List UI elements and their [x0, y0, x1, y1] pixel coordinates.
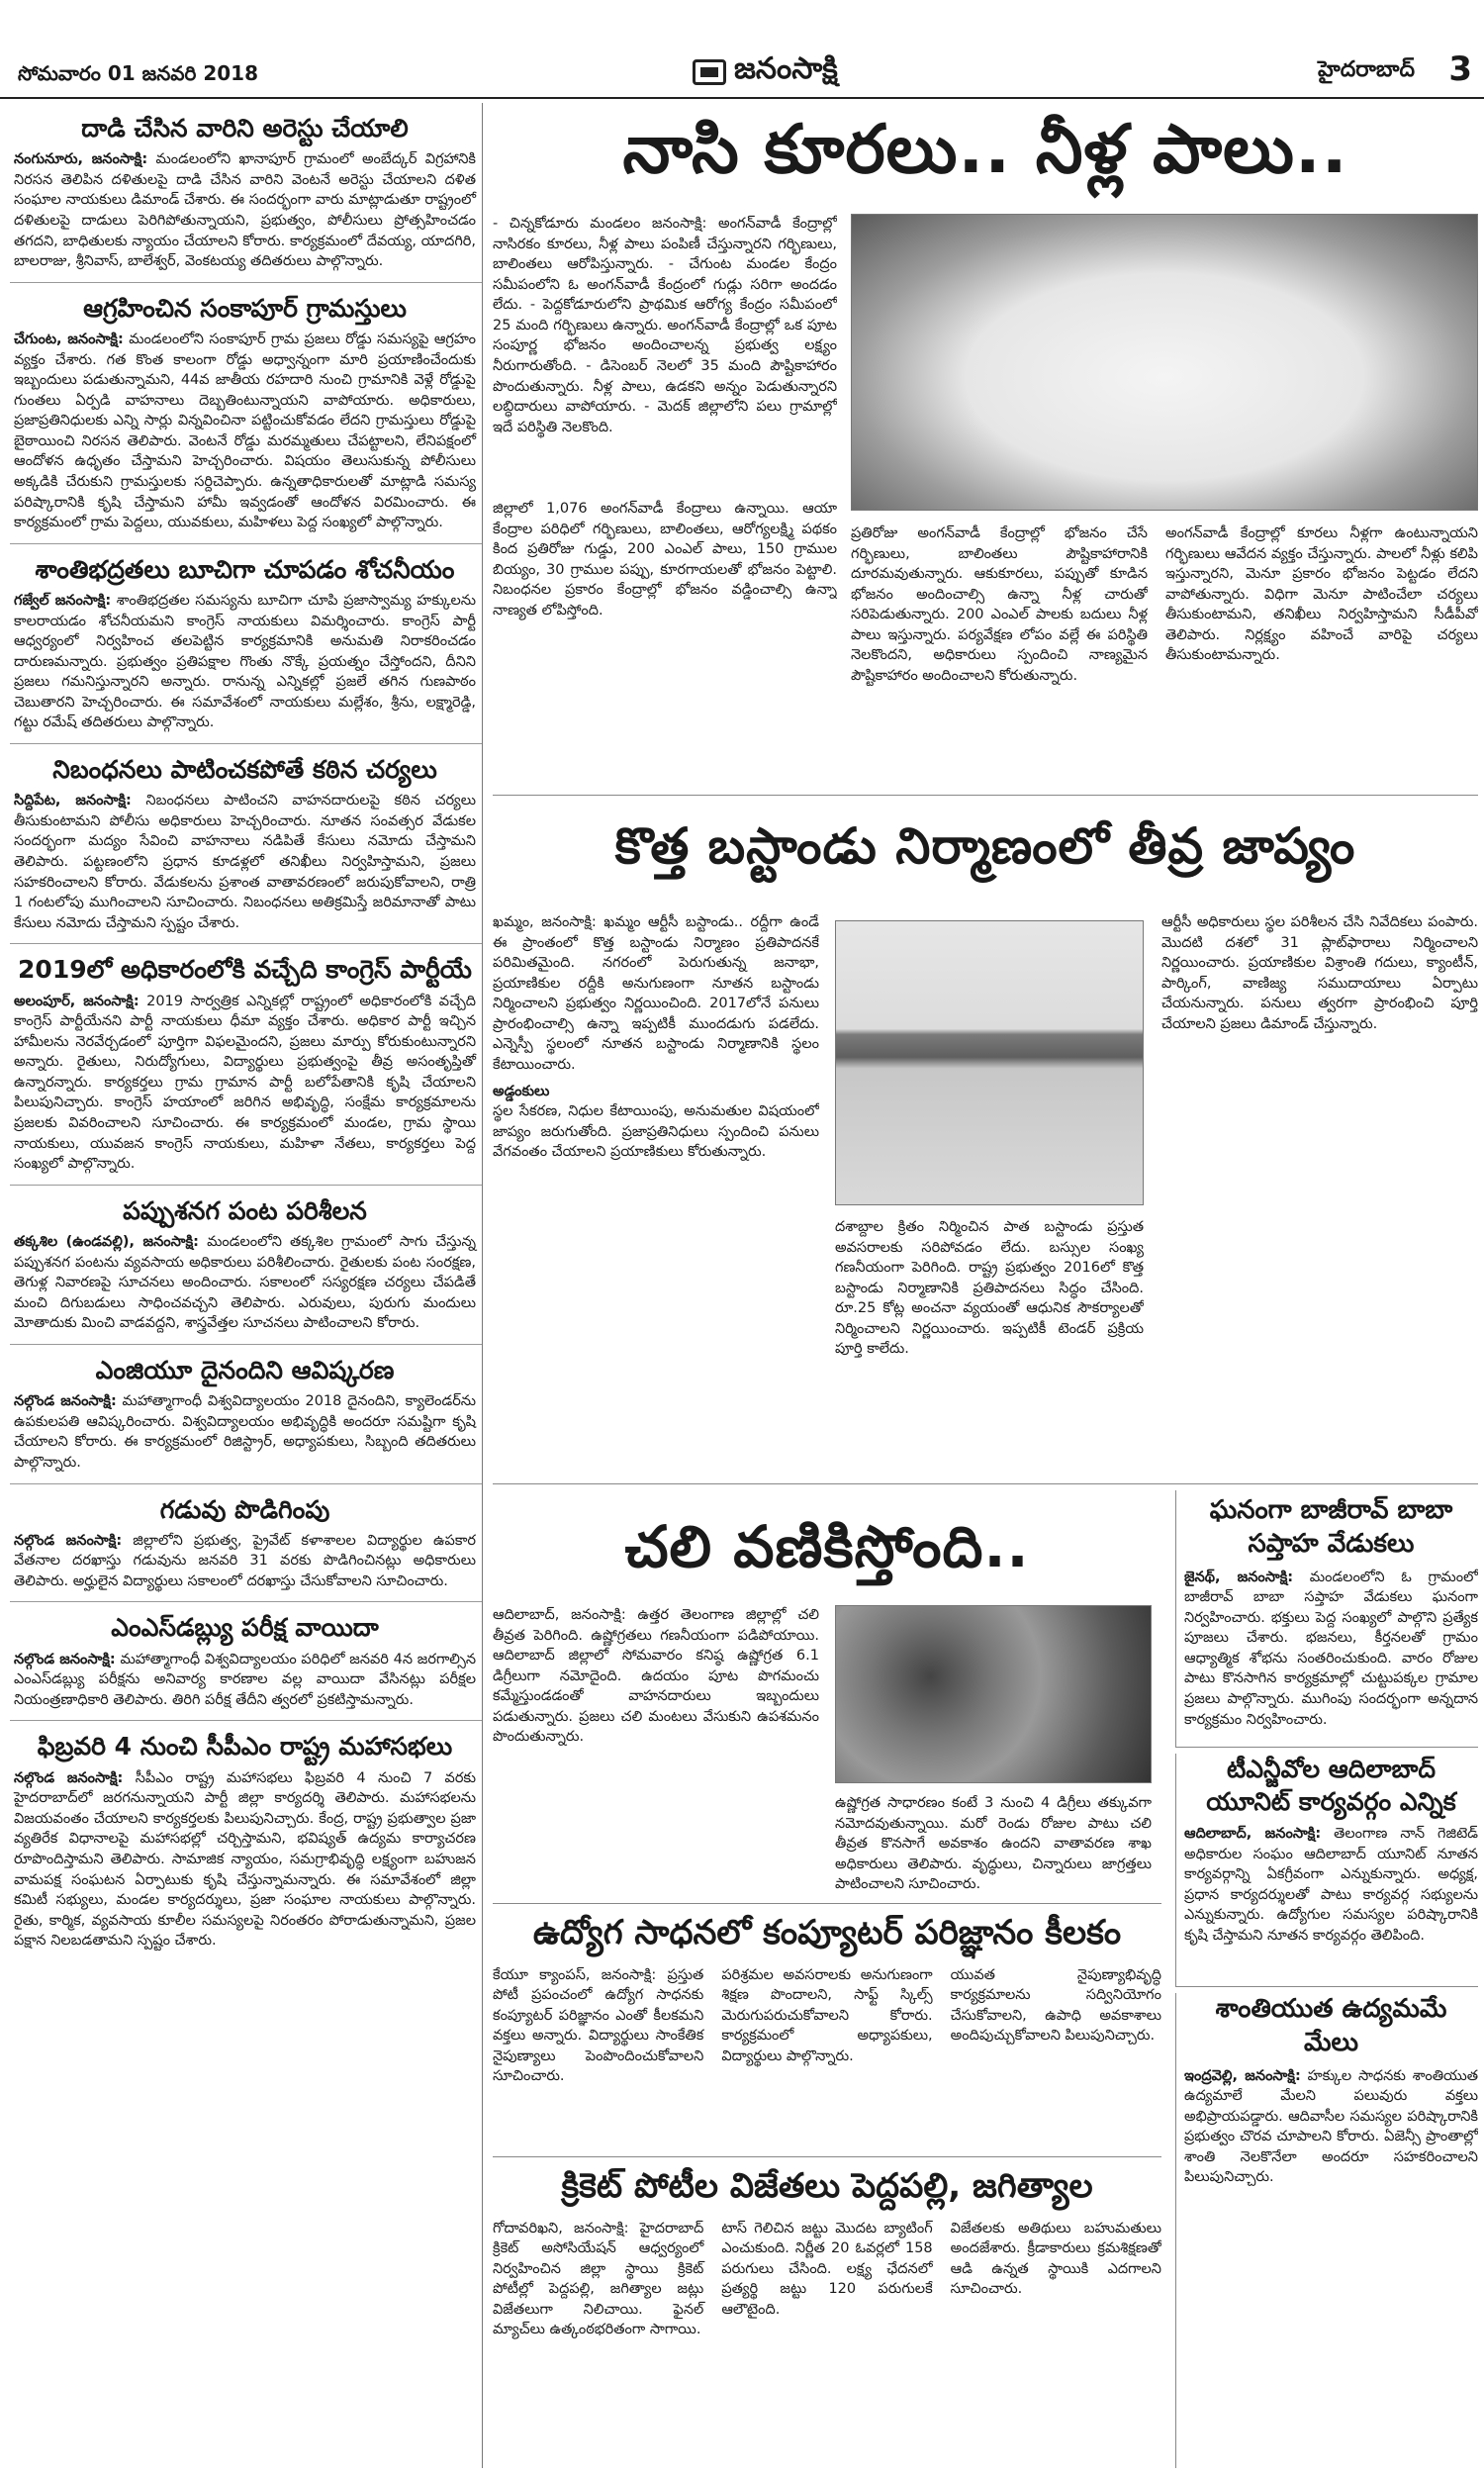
story-peace — [1175, 1993, 1478, 2468]
main-news-area — [493, 103, 1478, 2468]
article-text: మహాత్మాగాంధీ విశ్వవిద్యాలయం పరిధిలో జనవరి 4న జరగాల్సిన ఎంఎస్‌డబ్ల్యు పరీక్షను అనివార్య కారణాల వల్ల వాయిదా వేసినట్లు పరీక్షల నియంత్రణాధికారి తెలిపారు. తిరిగి పరీక్ష తేదీని త్వరలో ప్రకటిస్తామన్నారు. — [14, 1651, 477, 1708]
article-body — [14, 1650, 476, 1711]
newspaper-name: జనంసాక్షి — [734, 51, 838, 86]
article-dateline: చేగుంట, జనంసాక్షి: — [14, 331, 124, 347]
story-column: ఆర్టీసీ అధికారులు స్థల పరిశీలన చేసి నివేదికలు పంపారు. మొదటి దశలో 31 ప్లాట్‌ఫారాలు నిర్మించాలని నిర్ణయించారు. ప్రయాణికుల విశ్రాంతి గదులు, క్యాంటీన్, పార్కింగ్, వాణిజ్య సముదాయాలు ఏర్పాటు చేయనున్నారు. పనులు త్వరగా ప్రారంభించి పూర్తి చేయాలని ప్రజలు డిమాండ్ చేస్తున్నారు. — [1161, 914, 1478, 1032]
story-cricket — [493, 2163, 1161, 2468]
article-dateline: గజ్వేల్ జనంసాక్షి: — [14, 593, 112, 609]
article-law-order — [10, 544, 482, 744]
story-headline: చలి వణికిస్తోంది.. — [624, 1513, 1030, 1580]
story-column: పరిశ్రమల అవసరాలకు అనుగుణంగా శిక్షణ పొందాలని, సాఫ్ట్ స్కిల్స్ మెరుగుపరుచుకోవాలని కోరారు. కార్యక్రమంలో అధ్యాపకులు, విద్యార్థులు పాల్గొన్నారు. — [721, 1966, 933, 2064]
story-columns — [493, 1965, 1161, 2087]
story-column: ఆదిలాబాద్, జనంసాక్షి: ఉత్తర తెలంగాణ జిల్లాల్లో చలి తీవ్రత పెరిగింది. ఉష్ణోగ్రతలు గణనీయంగా పడిపోయాయి. ఆదిలాబాద్ జిల్లాలో సోమవారం కనిష్ఠ ఉష్ణోగ్రత 6.1 డిగ్రీలుగా నమోదైంది. ఉదయం పూట పొగమంచు కమ్మేస్తుండడంతో వాహనదారులు ఇబ్బందులు పడుతున్నారు. ప్రజలు చలి మంటలు వేసుకుని ఉపశమనం పొందుతున్నారు. — [493, 1607, 819, 1746]
story-column: ప్రతిరోజు అంగన్‌వాడీ కేంద్రాల్లో భోజనం చేసే గర్భిణులు, బాలింతలు పౌష్టికాహారానికి దూరమవుతున్నారు. ఆకుకూరలు, పప్పుతో కూడిన భోజనం అందించాల్సి ఉన్నా నీళ్ల చారుతో సరిపెడుతున్నారు. 200 ఎంఎల్ పాలకు బదులు నీళ్ల పాలు ఇస్తున్నారు. పర్యవేక్షణ లోపం వల్లే ఈ పరిస్థితి నెలకొందని, అధికారులు స్పందించి నాణ్యమైన పౌష్టికాహారం అందించాలని కోరుతున్నారు. — [851, 525, 1148, 685]
story-column: అంగన్‌వాడీ కేంద్రాల్లో కూరలు నీళ్లగా ఉంటున్నాయని గర్భిణులు ఆవేదన వ్యక్తం చేస్తున్నారు. పాలలో నీళ్లు కలిపి ఇస్తున్నారని, మెనూ ప్రకారం భోజనం పెట్టడం లేదని వాపోతున్నారు. విధిగా మెనూ పాటించేలా చర్యలు తీసుకుంటామని, తనిఖీలు నిర్వహిస్తామని సీడీపీవో తెలిపారు. నిర్లక్ష్యం వహించే వారిపై చర్యలు తీసుకుంటామన్నారు. — [1165, 525, 1478, 664]
story-text: ఖమ్మం, జనంసాక్షి: ఖమ్మం ఆర్టీసీ బస్టాండు.. రద్దీగా ఉండే ఈ ప్రాంతంలో కొత్త బస్టాండు నిర్మాణం ప్రతిపాదనకే పరిమితమైంది. నగరంలో పెరుగుతున్న జనాభా, ప్రయాణికుల రద్దీకి అనుగుణంగా నూతన బస్టాండు నిర్మించాలని ప్రభుత్వం నిర్ణయించింది. 2017లోనే పనులు ప్రారంభించాల్సి ఉన్నా ఇప్పటికీ ముందడుగు పడలేదు. ఎన్నెస్పీ స్థలంలో నూతన బస్టాండు నిర్మాణానికి స్థలం కేటాయించారు. — [493, 914, 819, 1074]
story-tngos — [1175, 1754, 1478, 1987]
story-headline: క్రికెట్ పోటీల విజేతలు పెద్దపల్లి, జగిత్యాల — [561, 2166, 1093, 2206]
article-body — [14, 1531, 476, 1592]
food-photo — [851, 214, 1478, 511]
edition-city: హైదరాబాద్ — [1318, 57, 1415, 82]
page-number: 3 — [1448, 49, 1472, 89]
article-dateline: అలంపూర్, జనంసాక్షి: — [14, 993, 139, 1009]
article-dateline: నల్గొండ జనంసాక్షి: — [14, 1393, 117, 1410]
article-text: జిల్లాలోని ప్రభుత్వ, ప్రైవేట్ కళాశాలల విద్యార్థుల ఉపకార వేతనాల దరఖాస్తు గడువును జనవరి 31 వరకు పొడిగించినట్లు అధికారులు తెలిపారు. అర్హులైన విద్యార్థులు సకాలంలో దరఖాస్తు చేసుకోవాలని సూచించారు. — [14, 1532, 476, 1589]
story-computer-skills — [493, 1910, 1161, 2157]
article-body — [14, 791, 476, 933]
article-dateline: నల్గొండ జనంసాక్షి: — [14, 1769, 124, 1786]
article-text: శాంతిభద్రతల సమస్యను బూచిగా చూపి ప్రజాస్వామ్య హక్కులను కాలరాయడం శోచనీయమని కాంగ్రెస్ నాయకులు విమర్శించారు. కాంగ్రెస్ పార్టీ ఆధ్వర్యంలో నిర్వహించ తలపెట్టిన కార్యక్రమానికి అనుమతి నిరాకరించడం దారుణమన్నారు. ప్రభుత్వం ప్రతిపక్షాల గొంతు నొక్కే ప్రయత్నం చేస్తోందని, దీనిని ప్రజలు గమనిస్తున్నారని అన్నారు. రానున్న ఎన్నికల్లో ప్రజలే తగిన గుణపాఠం చెబుతారని హెచ్చరించారు. ఈ సమావేశంలో నాయకులు మల్లేశం, శ్రీను, లక్ష్మారెడ్డి, గట్టు రమేష్ తదితరులు పాల్గొన్నారు. — [14, 593, 476, 731]
story-baba-festival — [1175, 1490, 1478, 1748]
article-deadline — [10, 1484, 482, 1603]
article-text: మండలంలోని తక్కశిల గ్రామంలో సాగు చేస్తున్న పప్పుశనగ పంటను వ్యవసాయ అధికారులు పరిశీలించారు. రైతులకు పంట సంరక్షణ, తెగుళ్ల నివారణపై సూచనలు అందించారు. సకాలంలో సస్యరక్షణ చర్యలు చేపడితే మంచి దిగుబడులు సాధించవచ్చని తెలిపారు. ఎరువులు, పురుగు మందులు మోతాదుకు మించి వాడవద్దని, శాస్త్రవేత్తల సూచనలు పాటించాలని కోరారు. — [14, 1234, 476, 1332]
story-headline: టీఎన్జీవోల ఆదిలాబాద్ యూనిట్ కార్యవర్గం ఎన్నిక — [1206, 1755, 1456, 1816]
story-text: స్థల సేకరణ, నిధుల కేటాయింపు, అనుమతుల విషయంలో జాప్యం జరుగుతోంది. ప్రజాప్రతినిధులు స్పందించి పనులు వేగవంతం చేయాలని ప్రయాణికులు కోరుతున్నారు. — [493, 1103, 819, 1161]
article-dateline: నల్గొండ జనంసాక్షి: — [14, 1651, 116, 1667]
story-subheading: అడ్డంకులు — [493, 1083, 550, 1099]
article-congress-2019 — [10, 944, 482, 1185]
masthead — [0, 0, 1484, 99]
story-dateline: ఆదిలాబాద్, జనంసాక్షి: — [1184, 1826, 1322, 1842]
story-column: - చిన్నకోడూరు మండలం జనంసాక్షి: అంగన్‌వాడీ కేంద్రాల్లో నాసిరకం కూరలు, నీళ్ల పాలు పంపిణీ చేస్తున్నారని గర్భిణులు, బాలింతలు ఆరోపిస్తున్నారు. - చేగుంట మండల కేంద్రం సమీపంలోని ఓ అంగన్‌వాడీ కేంద్రంలో గుడ్లు సరిగా అందడం లేదు. - పెద్దకోడూరులోని ప్రాథమిక ఆరోగ్య కేంద్రం సమీపంలో 25 మంది గర్భిణులు ఉన్నారు. అంగన్‌వాడీ కేంద్రాల్లో ఒక పూట సంపూర్ణ భోజనం అందించాలన్న ప్రభుత్వ లక్ష్యం నీరుగారుతోంది. - డిసెంబర్ నెలలో 35 మంది పౌష్టికాహారం పొందుతున్నారు. నీళ్ల పాలు, ఉడకని అన్నం పెడుతున్నారని లబ్ధిదారులు వాపోయారు. - మెదక్ జిల్లాలోని పలు గ్రామాల్లో ఇదే పరిస్థితి నెలకొంది. — [493, 216, 837, 435]
article-text: మండలంలోని ఖానాపూర్ గ్రామంలో అంబేద్కర్ విగ్రహానికి నిరసన తెలిపిన దళితులపై దాడి చేసిన వారిని వెంటనే అరెస్టు చేయాలని దళిత సంఘాల నాయకులు డిమాండ్ చేశారు. ఈ సందర్భంగా వారు మాట్లాడుతూ రాష్ట్రంలో దళితులపై దాడులు పెరిగిపోతున్నాయని, ప్రభుత్వం, పోలీసులు ప్రోత్సహించడం తగదని, బాధితులకు న్యాయం చేయాలని కోరారు. కార్యక్రమంలో దేవయ్య, యాదగిరి, బాలరాజు, శ్రీనివాస్, బాలేశ్వర్, వెంకటయ్య తదితరులు పాల్గొన్నారు. — [14, 151, 476, 270]
article-headline: నిబంధనలు పాటించకపోతే కఠిన చర్యలు — [52, 755, 437, 785]
story-headline: ఉద్యోగ సాధనలో కంప్యూటర్ పరిజ్ఞానం కీలకం — [532, 1913, 1122, 1952]
article-headline: ఎంఎస్‌డబ్ల్యు పరీక్ష వాయిదా — [111, 1613, 379, 1643]
article-text: 2019 సార్వత్రిక ఎన్నికల్లో రాష్ట్రంలో అధికారంలోకి వచ్చేది కాంగ్రెస్ పార్టీయేనని పార్టీ నాయకులు ధీమా వ్యక్తం చేశారు. అధికార పార్టీ ఇచ్చిన హామీలను నెరవేర్చడంలో పూర్తిగా విఫలమైందని, ప్రజలు మార్పు కోరుకుంటున్నారని అన్నారు. రైతులు, నిరుద్యోగులు, విద్యార్థులు ప్రభుత్వంపై తీవ్ర అసంతృప్తితో ఉన్నారన్నారు. కార్యకర్తలు గ్రామ గ్రామాన పార్టీ బలోపేతానికి కృషి చేయాలని పిలుపునిచ్చారు. కాంగ్రెస్ హయాంలో జరిగిన అభివృద్ధి, సంక్షేమ కార్యక్రమాలను ప్రజలకు వివరించాలని సూచించారు. ఈ కార్యక్రమంలో మండల, గ్రామ స్థాయి నాయకులు, యువజన కాంగ్రెస్ నాయకులు, మహిళా నేతలు, కార్యకర్తలు పెద్ద సంఖ్యలో పాల్గొన్నారు. — [14, 993, 476, 1173]
article-body — [14, 1232, 476, 1334]
story-headline: నాసి కూరలు.. నీళ్ల పాలు.. — [622, 111, 1348, 189]
story-column: జిల్లాలో 1,076 అంగన్‌వాడీ కేంద్రాలు ఉన్నాయి. ఆయా కేంద్రాల పరిధిలో గర్భిణులు, బాలింతలు, ఆరోగ్యలక్ష్మి పథకం కింద ప్రతిరోజు గుడ్డు, 200 ఎంఎల్ పాలు, 150 గ్రాముల బియ్యం, 30 గ్రాముల పప్పు, కూరగాయలతో భోజనం పెట్టాలి. నిబంధనల ప్రకారం కేంద్రాల్లో భోజనం వడ్డించాల్సి ఉన్నా నాణ్యత లోపిస్తోంది. — [493, 501, 837, 619]
article-body — [14, 1768, 476, 1951]
cold-wave-photo — [835, 1605, 1152, 1783]
article-headline: ఎంజియూ దైనందిని ఆవిష్కరణ — [95, 1355, 395, 1384]
story-column: కేయూ క్యాంపస్, జనంసాక్షి: ప్రస్తుత పోటీ ప్రపంచంలో ఉద్యోగ సాధనకు కంప్యూటర్ పరిజ్ఞానం ఎంతో కీలకమని వక్తలు అన్నారు. విద్యార్థులు సాంకేతిక నైపుణ్యాలు పెంపొందించుకోవాలని సూచించారు. — [493, 1966, 704, 2085]
article-headline: దాడి చేసిన వారిని అరెస్టు చేయాలి — [81, 114, 409, 143]
article-body — [14, 992, 476, 1175]
article-sankapur — [10, 283, 482, 544]
story-column: గోదావరిఖని, జనంసాక్షి: హైదరాబాద్ క్రికెట్ అసోసియేషన్ ఆధ్వర్యంలో నిర్వహించిన జిల్లా స్థాయి క్రికెట్ పోటీల్లో పెద్దపల్లి, జగిత్యాల జట్లు విజేతలుగా నిలిచాయి. ఫైనల్ మ్యాచ్‌లు ఉత్కంఠభరితంగా సాగాయి. — [493, 2220, 704, 2338]
story-bus-stand — [493, 802, 1478, 1484]
article-headline: శాంతిభద్రతలు బూచిగా చూపడం శోచనీయం — [35, 554, 455, 584]
story-column: యువత నైపుణ్యాభివృద్ధి కార్యక్రమాలను సద్వినియోగం చేసుకోవాలని, ఉపాధి అవకాశాలు అందిపుచ్చుకోవాలని పిలుపునిచ్చారు. — [950, 1966, 1161, 2045]
story-column: టాస్ గెలిచిన జట్టు మొదట బ్యాటింగ్ ఎంచుకుంది. నిర్ణీత 20 ఓవర్లలో 158 పరుగులు చేసింది. లక్ష్య ఛేదనలో ప్రత్యర్థి జట్టు 120 పరుగులకే ఆలౌటైంది. — [721, 2220, 933, 2318]
story-food — [493, 103, 1478, 796]
article-headline: ఆగ్రహించిన సంకాపూర్ గ్రామస్తులు — [83, 293, 407, 323]
article-mgu-diary — [10, 1345, 482, 1484]
newspaper-brand — [693, 51, 838, 93]
issue-date: సోమవారం 01 జనవరి 2018 — [18, 61, 258, 85]
story-columns — [493, 2219, 1161, 2340]
article-dateline: సిద్దిపేట, జనంసాక్షి: — [14, 793, 132, 809]
left-news-column — [10, 103, 483, 2468]
story-body — [1184, 2066, 1478, 2188]
story-body — [1184, 1824, 1478, 1946]
article-crop-inspection — [10, 1186, 482, 1345]
story-headline: ఘనంగా బాజీరావ్ బాబా సప్తాహ వేడుకలు — [1209, 1495, 1453, 1559]
article-headline: పప్పుశనగ పంట పరిశీలన — [123, 1195, 367, 1225]
story-column: దశాబ్దాల క్రితం నిర్మించిన పాత బస్టాండు ప్రస్తుత అవసరాలకు సరిపోవడం లేదు. బస్సుల సంఖ్య గణనీయంగా పెరిగింది. రాష్ట్ర ప్రభుత్వం 2016లో కొత్త బస్టాండు నిర్మాణానికి ప్రతిపాదనలు సిద్ధం చేసింది. రూ.25 కోట్ల అంచనా వ్యయంతో ఆధునిక సౌకర్యాలతో నిర్మించాలని నిర్ణయించారు. ఇప్పటికీ టెండర్ ప్రక్రియ పూర్తి కాలేదు. — [835, 1219, 1144, 1358]
story-dateline: ఇంద్రవెల్లి, జనంసాక్షి: — [1184, 2067, 1301, 2084]
story-body — [1184, 1568, 1478, 1731]
article-msw-exam — [10, 1602, 482, 1721]
article-text: మండలంలోని సంకాపూర్ గ్రామ ప్రజలు రోడ్డు సమస్యపై ఆగ్రహం వ్యక్తం చేశారు. గత కొంత కాలంగా రోడ్డు అధ్వాన్నంగా మారి ప్రయాణించేందుకు ఇబ్బందులు పడుతున్నామని, 44వ జాతీయ రహదారి నుంచి గ్రామానికి వెళ్లే రోడ్డుపై గుంతలు ఏర్పడి వాహనాలు దెబ్బతింటున్నాయని వాపోయారు. అధికారులు, ప్రజాప్రతినిధులకు ఎన్ని సార్లు విన్నవించినా పట్టించుకోవడం లేదని గ్రామస్తులు రోడ్డుపై బైఠాయించి నిరసన తెలిపారు. వెంటనే రోడ్డు మరమ్మతులు చేపట్టాలని, లేనిపక్షంలో ఆందోళన ఉధృతం చేస్తామని హెచ్చరించారు. విషయం తెలుసుకున్న పోలీసులు అక్కడికి చేరుకుని గ్రామస్తులకు సర్దిచెప్పారు. ఉన్నతాధికారులతో మాట్లాడి సమస్య పరిష్కారానికి కృషి చేస్తామని హామీ ఇవ్వడంతో ఆందోళన విరమించారు. ఈ కార్యక్రమంలో గ్రామ పెద్దలు, యువకులు, మహిళలు పెద్ద సంఖ్యలో పాల్గొన్నారు. — [14, 331, 477, 531]
story-text: హక్కుల సాధనకు శాంతియుత ఉద్యమాలే మేలని పలువురు వక్తలు అభిప్రాయపడ్డారు. ఆదివాసీల సమస్యల పరిష్కారానికి ప్రభుత్వం చొరవ చూపాలని కోరారు. ఏజెన్సీ ప్రాంతాల్లో శాంతి నెలకొనేలా అందరూ సహకరించాలని పిలుపునిచ్చారు. — [1184, 2067, 1478, 2186]
story-dateline: జైనథ్, జనంసాక్షి: — [1184, 1569, 1294, 1585]
story-text: మండలంలోని ఓ గ్రామంలో బాజీరావ్ బాబా సప్తాహ వేడుకలు ఘనంగా నిర్వహించారు. భక్తులు పెద్ద సంఖ్యలో పాల్గొని ప్రత్యేక పూజలు చేశారు. భజనలు, కీర్తనలతో గ్రామం ఆధ్యాత్మిక శోభను సంతరించుకుంది. వారం రోజుల పాటు కొనసాగిన కార్యక్రమాల్లో చుట్టుపక్కల గ్రామాల ప్రజలు పాల్గొన్నారు. ముగింపు సందర్భంగా అన్నదాన కార్యక్రమం నిర్వహించారు. — [1184, 1569, 1478, 1728]
article-rules — [10, 744, 482, 944]
story-column: ఉష్ణోగ్రత సాధారణం కంటే 3 నుంచి 4 డిగ్రీలు తక్కువగా నమోదవుతున్నాయి. మరో రెండు రోజుల పాటు చలి తీవ్రత కొనసాగే అవకాశం ఉందని వాతావరణ శాఖ అధికారులు తెలిపారు. వృద్ధులు, చిన్నారులు జాగ్రత్తలు పాటించాలని సూచించారు. — [835, 1795, 1152, 1893]
article-headline: ఫిబ్రవరి 4 నుంచి సీపీఎం రాష్ట్ర మహాసభలు — [37, 1732, 453, 1761]
article-headline: గడువు పొడిగింపు — [159, 1494, 330, 1524]
article-dateline: తక్కశిల (ఉండవల్లి), జనంసాక్షి: — [14, 1234, 199, 1251]
article-text: మహాత్మాగాంధీ విశ్వవిద్యాలయం 2018 దైనందిని, క్యాలెండర్‌ను ఉపకులపతి ఆవిష్కరించారు. విశ్వవిద్యాలయం అభివృద్ధికి అందరూ సమష్టిగా కృషి చేయాలని కోరారు. ఈ కార్యక్రమంలో రిజిస్ట్రార్, అధ్యాపకులు, సిబ్బంది తదితరులు పాల్గొన్నారు. — [14, 1393, 476, 1471]
story-column: విజేతలకు అతిథులు బహుమతులు అందజేశారు. క్రీడాకారులు క్రమశిక్షణతో ఆడి ఉన్నత స్థాయికి ఎదగాలని సూచించారు. — [950, 2220, 1161, 2298]
article-dateline: నంగునూరు, జనంసాక్షి: — [14, 151, 148, 168]
article-body — [14, 1391, 476, 1473]
article-cpm-meetings — [10, 1721, 482, 1960]
article-arrest — [10, 103, 482, 283]
article-body — [14, 591, 476, 733]
story-column — [493, 912, 819, 1467]
story-text: తెలంగాణ నాన్ గెజిటెడ్ అధికారుల సంఘం ఆదిలాబాద్ యూనిట్ నూతన కార్యవర్గాన్ని ఏకగ్రీవంగా ఎన్నుకున్నారు. అధ్యక్ష, ప్రధాన కార్యదర్శులతో పాటు కార్యవర్గ సభ్యులను ఎన్నుకున్నారు. ఉద్యోగుల సమస్యల పరిష్కారానికి కృషి చేస్తామని నూతన కార్యవర్గం తెలిపింది. — [1184, 1826, 1478, 1944]
article-text: నిబంధనలు పాటించని వాహనదారులపై కఠిన చర్యలు తీసుకుంటామని పోలీసు అధికారులు హెచ్చరించారు. నూతన సంవత్సర వేడుకల సందర్భంగా మద్యం సేవించి వాహనాలు నడిపితే కేసులు నమోదు చేస్తామని తెలిపారు. పట్టణంలోని ప్రధాన కూడళ్లలో తనిఖీలు నిర్వహిస్తామని, ప్రజలు సహకరించాలని కోరారు. వేడుకలను ప్రశాంత వాతావరణంలో జరుపుకోవాలని, రాత్రి 1 గంటలోపు ముగించాలని సూచించారు. నిబంధనలు అతిక్రమిస్తే జరిమానాతో పాటు కేసులు నమోదు చేస్తామని స్పష్టం చేశారు. — [14, 793, 476, 931]
newspaper-logo-icon — [693, 59, 726, 85]
bus-stand-photo — [835, 920, 1144, 1205]
story-headline: శాంతియుత ఉద్యమమే మేలు — [1215, 1994, 1447, 2057]
article-body — [14, 330, 476, 533]
article-text: సీపీఎం రాష్ట్ర మహాసభలు ఫిబ్రవరి 4 నుంచి 7 వరకు హైదరాబాద్‌లో జరగనున్నాయని పార్టీ జిల్లా కార్యదర్శి తెలిపారు. మహాసభలను విజయవంతం చేయాలని కార్యకర్తలకు పిలుపునిచ్చారు. కేంద్ర, రాష్ట్ర ప్రభుత్వాల ప్రజా వ్యతిరేక విధానాలపై మహాసభల్లో చర్చిస్తామని, భవిష్యత్ ఉద్యమ కార్యాచరణ రూపొందిస్తామని తెలిపారు. సామాజిక న్యాయం, సమగ్రాభివృద్ధి లక్ష్యంగా బహుజన వామపక్ష సంఘటన ఏర్పాటుకు కృషి చేస్తున్నామన్నారు. ఈ సమావేశంలో జిల్లా కమిటీ సభ్యులు, మండల కార్యదర్శులు, ప్రజా సంఘాల నాయకులు పాల్గొన్నారు. రైతు, కార్మిక, వ్యవసాయ కూలీల సమస్యలపై నిరంతరం పోరాడుతున్నామని, ప్రజల పక్షాన నిలబడతామని స్పష్టం చేశారు. — [14, 1769, 477, 1950]
story-headline: కొత్త బస్టాండు నిర్మాణంలో తీవ్ర జాప్యం — [614, 817, 1356, 875]
article-body — [14, 149, 476, 271]
story-cold-wave — [493, 1490, 1161, 1904]
article-dateline: నల్గొండ జనంసాక్షి: — [14, 1532, 123, 1549]
article-headline: 2019లో అధికారంలోకి వచ్చేది కాంగ్రెస్ పార్టీయే — [18, 955, 472, 985]
